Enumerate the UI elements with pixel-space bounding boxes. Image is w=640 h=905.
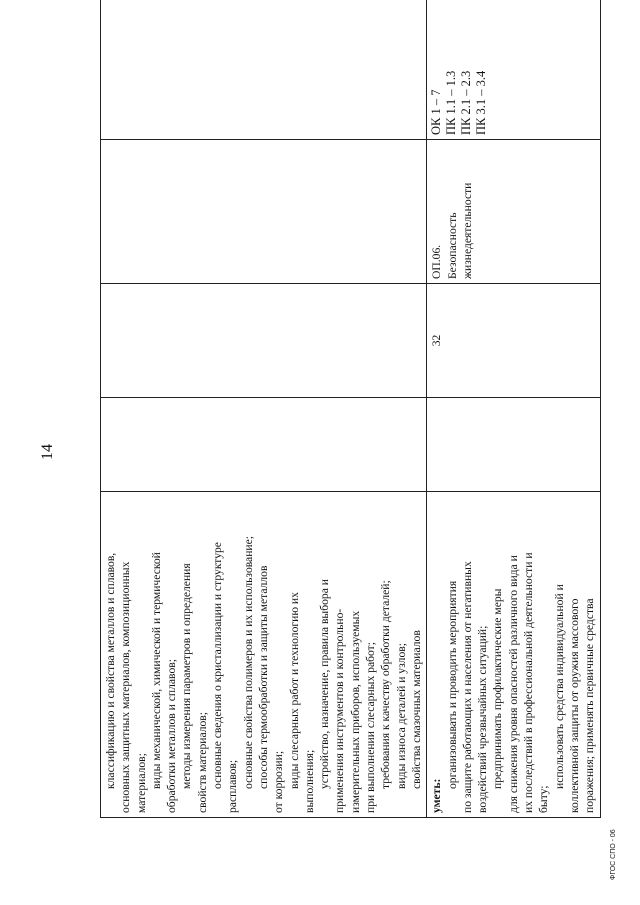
text-line: предпринимать профилактические меры bbox=[491, 588, 505, 789]
competencies-cell bbox=[427, 0, 600, 140]
competency-item: ПК 3.1 – 3.4 bbox=[474, 70, 489, 135]
hours-max-cell bbox=[101, 398, 427, 492]
text-line: основных защитных материалов, композиционных bbox=[119, 561, 133, 813]
hours-max-cell bbox=[427, 398, 600, 492]
discipline-cell bbox=[101, 140, 427, 284]
text-line: по защите работающих и населения от негативных bbox=[460, 561, 474, 813]
knowledge-list bbox=[103, 496, 424, 813]
hours-cell bbox=[101, 284, 427, 398]
text-line: при выполнении слесарных работ; bbox=[364, 642, 378, 813]
curriculum-table bbox=[100, 0, 640, 905]
text-line: организовывать и проводить мероприятия bbox=[445, 580, 459, 789]
skills-heading: уметь: bbox=[430, 778, 444, 813]
skills-cell bbox=[427, 492, 600, 818]
page-number: 14 bbox=[39, 444, 56, 460]
text-line: коллективной защиты от оружия массового bbox=[567, 598, 581, 813]
text-line: использовать средства индивидуальной и bbox=[552, 584, 566, 789]
discipline-title-line: Безопасность bbox=[445, 212, 459, 279]
skills-list bbox=[445, 496, 598, 813]
competencies-cell bbox=[101, 0, 427, 140]
text-line: классификацию и свойства металлов и сплавов, bbox=[104, 552, 117, 789]
discipline-code: ОП.06. bbox=[430, 244, 444, 279]
text-line: основные свойства полимеров и их использование; bbox=[241, 536, 255, 789]
text-line: свойства смазочных материалов bbox=[409, 630, 423, 789]
text-line: для снижения уровня опасностей различного вида и bbox=[506, 555, 520, 813]
discipline-title-line: жизнедеятельности bbox=[460, 182, 474, 279]
footer-mark: ФГОС СПО - 06 bbox=[610, 829, 617, 880]
hours-cell bbox=[427, 284, 600, 398]
text-line: виды износа деталей и узлов; bbox=[394, 643, 408, 789]
table-row bbox=[427, 0, 600, 818]
text-line: применения инструментов и контрольно- bbox=[333, 608, 347, 813]
text-line: от коррозии; bbox=[272, 750, 286, 813]
text-line: воздействий чрезвычайных ситуаций; bbox=[476, 625, 490, 813]
text-line: расплавов; bbox=[226, 759, 240, 813]
rotated-table-content bbox=[100, 0, 600, 818]
table-row bbox=[101, 0, 427, 818]
hours-value: 32 bbox=[430, 334, 444, 347]
text-line: быту; bbox=[537, 785, 551, 813]
text-line: виды механической, химической и термической bbox=[149, 552, 163, 789]
competency-item: ОК 1 – 7 bbox=[429, 89, 444, 135]
text-line: основные сведения о кристаллизации и структуре bbox=[211, 542, 225, 789]
text-line: их последствий в профессиональной деятельности и bbox=[522, 552, 536, 813]
text-line: поражения; применять первичные средства bbox=[583, 598, 597, 813]
standard-table bbox=[100, 0, 601, 818]
text-line: обработки металлов и сплавов; bbox=[165, 659, 179, 813]
text-line: материалов; bbox=[134, 753, 148, 813]
text-line: измерительных приборов, используемых bbox=[348, 610, 362, 813]
knowledge-cell bbox=[101, 492, 427, 818]
competency-item: ПК 2.1 – 2.3 bbox=[459, 70, 474, 135]
text-line: способы термообработки и защиты металлов bbox=[256, 565, 270, 789]
competency-item: ПК 1.1 – 1.3 bbox=[444, 70, 459, 135]
text-line: требования к качеству обработки деталей; bbox=[379, 580, 393, 789]
text-line: выполнения; bbox=[302, 749, 316, 813]
text-line: виды слесарных работ и технологию их bbox=[287, 592, 301, 789]
text-line: устройство, назначение, правила выбора и bbox=[318, 579, 332, 789]
text-line: свойств материалов; bbox=[195, 712, 209, 813]
text-line: методы измерения параметров и определения bbox=[180, 563, 194, 789]
discipline-cell bbox=[427, 140, 600, 284]
